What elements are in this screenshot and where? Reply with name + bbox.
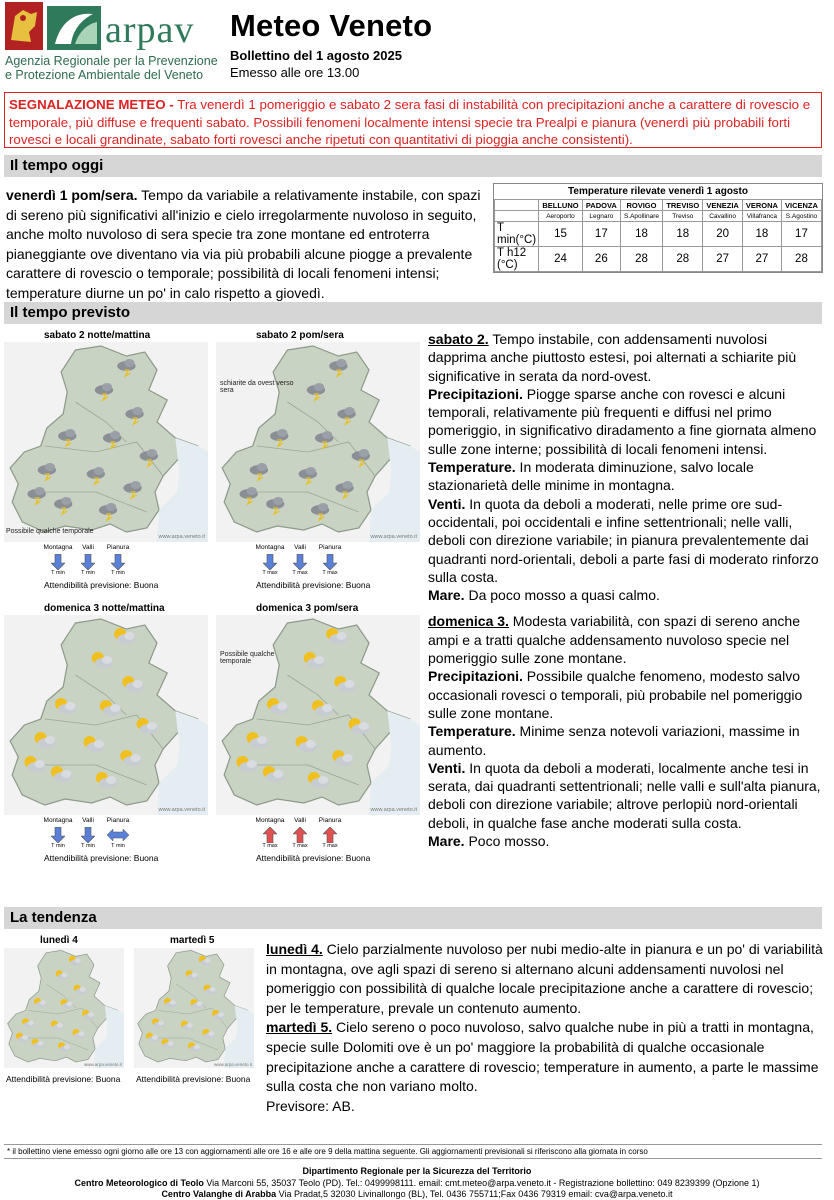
footer-arabba-info: Via Pradat,5 32030 Livinallongo (BL), Tel. 0436 755711;Fax 0436 79319 email: cva@arpa.veneto.it — [276, 1189, 673, 1199]
sat-wind-text: In quota da deboli a moderati, nelle prime ore sud-occidentali, poi occidentali e infine settentrionali; nelle valli, deboli con direzione variabile; in pianura prevalentemente dai quadranti nord-orientali, deboli a parte fasi di moderato rinforzo sulla costa. — [428, 495, 819, 585]
temp-table-caption: Temperature rilevate venerdì 1 agosto — [568, 186, 748, 197]
section-trend: La tendenza — [4, 907, 822, 929]
trend-zone-label: Pianura — [318, 544, 342, 551]
map-title: martedì 5 — [170, 935, 215, 946]
footer-teolo-info: Via Marconi 55, 35037 Teolo (PD). Tel.: 0499998111. email: cmt.meteo@arpa.veneto.it - Registrazione bollettino: 049 8239399 (Opzione 1) — [203, 1178, 760, 1188]
bulletin-date: Bollettino del 1 agosto 2025 — [230, 48, 402, 63]
trend-sub-label: T max — [292, 843, 308, 849]
weather-map — [216, 342, 420, 542]
arrow-up-icon — [263, 827, 277, 843]
reliability-label: Attendibilità previsione: Buona — [44, 580, 159, 590]
veneto-map — [4, 342, 208, 542]
arrow-flat-icon — [107, 829, 129, 841]
issued-time: Emesso alle ore 13.00 — [230, 65, 360, 80]
th12-cell: 28 — [620, 247, 663, 272]
sun-wind-label: Venti. — [428, 759, 466, 776]
forecast-map-panel — [216, 603, 420, 865]
veneto-map — [216, 342, 420, 542]
map-title: domenica 3 pom/sera — [256, 603, 359, 614]
sun-sea-text: Poco mosso. — [464, 833, 550, 850]
alert-label: SEGNALAZIONE METEO - — [9, 97, 174, 112]
arrow-down-icon — [263, 554, 277, 570]
arrow-up-icon — [323, 827, 337, 843]
trend-sub-label: T min — [111, 570, 125, 576]
sun-prec-label: Precipitazioni. — [428, 668, 523, 685]
arrow-down-icon — [323, 554, 337, 570]
province-cell: VICENZA — [781, 200, 821, 211]
section-today: Il tempo oggi — [4, 155, 822, 177]
station-cell: Legnaro — [582, 211, 620, 222]
reliability-label: Attendibilità previsione: Buona — [256, 853, 371, 863]
arpav-mark-icon — [47, 6, 101, 50]
veneto-map — [134, 948, 254, 1068]
arrow-down-icon — [81, 827, 95, 843]
footer-dept: Dipartimento Regionale per la Sicurezza del Territorio — [302, 1166, 532, 1176]
page-title: Meteo Veneto — [230, 8, 433, 43]
station-cell: Treviso — [663, 211, 703, 222]
trend-sub-label: T max — [322, 843, 338, 849]
sat-prec-text: Piogge sparse anche con rovesci e alcuni temporali, relativamente più frequenti e diffusi nel primo pomeriggio, in significativo diradamento a fine giornata almeno sulle zone interne; possibilità di locali fenomeni intensi. — [428, 385, 817, 457]
map-note: Possibile qualche temporale — [220, 651, 275, 665]
weather-map — [216, 615, 420, 815]
tuesday-label: martedì 5. — [266, 1019, 333, 1036]
map-url: www.arpa.veneto.it — [83, 1062, 122, 1067]
map-note: schiarite da ovest verso sera — [220, 380, 294, 394]
trend-zone-label: Montagna — [43, 817, 73, 824]
station-cell: Cavallino — [703, 211, 743, 222]
th12-cell: 24 — [539, 247, 583, 272]
arrow-down-icon — [111, 554, 125, 570]
weather-map — [4, 948, 124, 1068]
tmin-cell: 18 — [663, 222, 703, 247]
forecast-map-panel — [4, 330, 208, 592]
map-title: sabato 2 notte/mattina — [44, 330, 151, 341]
sunday-label: domenica 3. — [428, 613, 509, 630]
tmin-cell: 15 — [539, 222, 583, 247]
sunday-text: Modesta variabilità, con spazi di sereno anche ampi e a tratti qualche addensamento nuvoloso specie nel pomeriggio sulle zone montane. — [428, 613, 800, 667]
today-text: Tempo da variabile a relativamente instabile, con spazi di sereno più significativi all'inizio e cielo irregolarmente nuvoloso in seguito, anche molto nuvoloso di sera specie tra zone montane ed entroterra pianeggiante ove diventano via via più probabili alcune piogge a prevalente carattere di rovescio o temporale; possibilità di locali fenomeni intensi; temperature diurne un po' in calo rispetto a giovedì. — [6, 187, 481, 301]
th12-cell: 27 — [703, 247, 743, 272]
sat-temp-text: In moderata diminuzione, salvo locale stazionarietà delle minime in montagna. — [428, 459, 754, 494]
arrow-down-icon — [51, 827, 65, 843]
footer-teolo — [0, 1178, 834, 1188]
reliability-label: Attendibilità previsione: Buona — [136, 1074, 251, 1084]
map-url: www.arpa.veneto.it — [370, 534, 417, 540]
veneto-map — [4, 615, 208, 815]
province-cell: VENEZIA — [703, 200, 743, 211]
reliability-label: Attendibilità previsione: Buona — [256, 580, 371, 590]
trend-text — [266, 940, 826, 1116]
trend-zone-label: Valli — [82, 817, 94, 824]
trend-sub-label: T min — [51, 570, 65, 576]
section-forecast: Il tempo previsto — [4, 302, 822, 324]
trend-zone-label: Montagna — [255, 817, 285, 824]
lion-emblem-icon — [5, 2, 43, 50]
reliability-label: Attendibilità previsione: Buona — [6, 1074, 121, 1084]
trend-sub-label: T max — [322, 570, 338, 576]
reliability-label: Attendibilità previsione: Buona — [44, 853, 159, 863]
trend-sub-label: T min — [81, 843, 95, 849]
station-cell: S.Agostino — [781, 211, 821, 222]
province-cell: BELLUNO — [539, 200, 583, 211]
trend-zone-label: Valli — [294, 544, 306, 551]
saturday-label: sabato 2. — [428, 331, 489, 347]
province-cell: VERONA — [742, 200, 781, 211]
map-url: www.arpa.veneto.it — [370, 807, 417, 813]
alert-text: Tra venerdì 1 pomeriggio e sabato 2 sera fasi di instabilità con precipitazioni anche a carattere di rovescio e temporale, più diffuse e frequenti sabato. Possibili fenomeni localmente intensi specie tra Prealpi e pianura (venerdì più probabili forti rovesci e locali grandinate, sabato forti rovesci anche ripetuti con quantitativi di pioggia anche consistenti). — [9, 97, 811, 147]
veneto-map — [216, 615, 420, 815]
today-forecast — [6, 186, 486, 303]
province-cell: PADOVA — [582, 200, 620, 211]
sat-temp-label: Temperature. — [428, 459, 516, 476]
tmin-cell: 17 — [582, 222, 620, 247]
sun-temp-text: Minime senza notevoli variazioni, massime in aumento. — [428, 723, 800, 758]
agency-line-2: e Protezione Ambientale del Veneto — [5, 68, 204, 82]
trend-sub-label: T max — [262, 570, 278, 576]
forecast-text — [428, 330, 828, 850]
trend-zone-label: Valli — [294, 817, 306, 824]
th12-cell: 28 — [781, 247, 821, 272]
footer-arabba — [0, 1189, 834, 1199]
sun-temp-label: Temperature. — [428, 723, 516, 740]
sat-prec-label: Precipitazioni. — [428, 385, 523, 402]
sun-prec-text: Possibile qualche fenomeno, modesto salvo occasionali rovesci o temporali, più probabile nel pomeriggio sulle zone montane. — [428, 668, 803, 721]
tmin-cell: 18 — [742, 222, 781, 247]
weather-map — [134, 948, 254, 1068]
trend-zone-label: Pianura — [106, 817, 130, 824]
th12-cell: 26 — [582, 247, 620, 272]
province-cell: ROVIGO — [620, 200, 663, 211]
saturday-text: Tempo instabile, con addensamenti nuvolosi dapprima anche piuttosto estesi, poi alternati a schiarite più significative in serata da nord-ovest. — [428, 331, 797, 384]
arpav-wordmark: arpav — [105, 9, 195, 51]
station-cell: Villafranca — [742, 211, 781, 222]
trend-sub-label: T min — [81, 570, 95, 576]
tmin-cell: 20 — [703, 222, 743, 247]
trend-sub-label: T max — [292, 570, 308, 576]
tmin-label: T min(°C) — [495, 222, 539, 247]
agency-line-1: Agenzia Regionale per la Prevenzione — [5, 54, 218, 68]
footer-arabba-name: Centro Valanghe di Arabba — [161, 1189, 277, 1199]
th12-label: T h12 (°C) — [495, 247, 539, 272]
sat-sea-label: Mare. — [428, 587, 465, 604]
th12-cell: 27 — [742, 247, 781, 272]
map-url: www.arpa.veneto.it — [158, 807, 205, 813]
trend-map-panel — [4, 935, 128, 1085]
trend-zone-label: Valli — [82, 544, 94, 551]
arpav-logo — [5, 2, 218, 82]
station-cell: S.Apollinare — [620, 211, 663, 222]
tuesday-text: Cielo sereno o poco nuvoloso, salvo qualche nube in più a tratti in montagna, specie sulle Dolomiti ove è un po' maggiore la probabilità di qualche occasionale precipitazione anche a carattere di rovescio; temperature in aumento, a parte le massime sulla costa che non variano molto. — [266, 1019, 819, 1095]
forecast-map-panel — [4, 603, 208, 865]
arrow-up-icon — [293, 827, 307, 843]
trend-sub-label: T max — [262, 843, 278, 849]
tmin-cell: 17 — [781, 222, 821, 247]
weather-alert — [4, 92, 822, 148]
trend-zone-label: Montagna — [255, 544, 285, 551]
th12-cell: 28 — [663, 247, 703, 272]
trend-zone-label: Montagna — [43, 544, 73, 551]
temperature-table — [493, 183, 823, 273]
sat-sea-text: Da poco mosso a quasi calmo. — [464, 587, 660, 604]
weather-map — [4, 615, 208, 815]
province-cell: TREVISO — [663, 200, 703, 211]
veneto-map — [4, 948, 124, 1068]
map-url: www.arpa.veneto.it — [213, 1062, 252, 1067]
footnote: * il bollettino viene emesso ogni giorno alle ore 13 con aggiornamenti alle ore 16 e alle ore 9 della mattina seguente. Gli aggiornamenti previsionali si riferiscono alla giornata in corso — [4, 1144, 822, 1159]
map-title: sabato 2 pom/sera — [256, 330, 344, 341]
forecast-map-panel — [216, 330, 420, 592]
map-title: lunedì 4 — [40, 935, 78, 946]
sun-wind-text: In quota da deboli a moderati, localmente anche tesi in serata, dai quadranti settentrionali; nelle valli e sull'alta pianura, deboli con direzione variabile; altrove perlopiù nord-orientali deboli, in qualche fase anche moderati sulla costa. — [428, 759, 821, 831]
monday-text: Cielo parzialmente nuvoloso per nubi medio-alte in pianura e un po' di variabilità in montagna, ove agli spazi di sereno si alternano alcuni addensamenti nuvolosi nel pomeriggio con possibilità di qualche locale precipitazione anche a carattere di rovescio; per le temperature, prevale un contenuto aumento. — [266, 941, 823, 1016]
map-title: domenica 3 notte/mattina — [44, 603, 165, 614]
trend-map-panel — [134, 935, 258, 1085]
arrow-down-icon — [81, 554, 95, 570]
map-note: Possibile qualche temporale — [6, 528, 94, 535]
sat-wind-label: Venti. — [428, 495, 466, 512]
trend-sub-label: T min — [111, 843, 125, 849]
trend-zone-label: Pianura — [318, 817, 342, 824]
forecaster: Previsore: AB. — [266, 1097, 355, 1114]
today-day-label: venerdì 1 pom/sera. — [6, 187, 138, 203]
monday-label: lunedì 4. — [266, 941, 323, 957]
title-block — [230, 8, 432, 80]
arrow-down-icon — [293, 554, 307, 570]
arrow-down-icon — [51, 554, 65, 570]
trend-zone-label: Pianura — [106, 544, 130, 551]
tmin-cell: 18 — [620, 222, 663, 247]
weather-map — [4, 342, 208, 542]
station-cell: Aeroporto — [539, 211, 583, 222]
trend-sub-label: T min — [51, 843, 65, 849]
footer-teolo-name: Centro Meteorologico di Teolo — [74, 1178, 204, 1188]
sun-sea-label: Mare. — [428, 833, 465, 850]
map-url: www.arpa.veneto.it — [158, 534, 205, 540]
